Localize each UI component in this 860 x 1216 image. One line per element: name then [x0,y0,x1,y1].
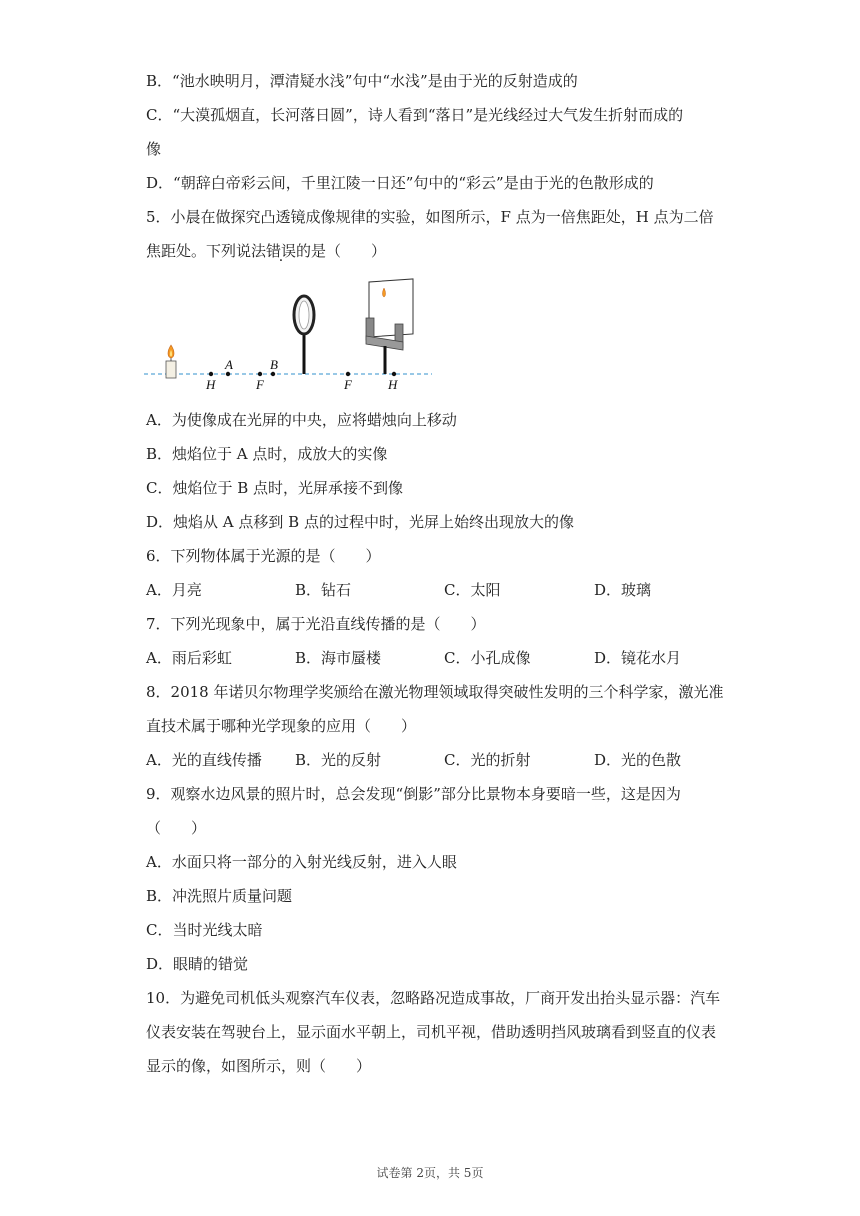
q7-option-c: C．小孔成像 [444,649,531,667]
label-a: A [225,357,233,372]
label-b: B [270,357,278,372]
label-f-right: F [344,377,352,392]
q7-stem: 7．下列光现象中，属于光沿直线传播的是（ ） [146,615,486,633]
q4-option-c-line2: 像 [146,140,162,158]
q10-stem-line3: 显示的像，如图所示，则（ ） [146,1057,372,1075]
q5-option-d: D．烛焰从 A 点移到 B 点的过程中时，光屏上始终出现放大的像 [146,513,574,531]
q4-option-c-line1: C．“大漠孤烟直，长河落日圆”，诗人看到“落日”是光线经过大气发生折射而成的 [146,106,684,124]
page-footer: 试卷第 2页，共 5页 [376,1166,484,1180]
q6-option-a: A．月亮 [146,581,202,599]
q8-option-a: A．光的直线传播 [146,751,262,769]
optical-bench-figure [140,272,440,397]
q5-emphasis-word: 错误 [266,242,297,260]
q6-option-d: D．玻璃 [594,581,652,599]
q9-option-c: C．当时光线太暗 [146,921,263,939]
q5-stem-line2 [146,241,386,261]
point-f-right [346,372,350,376]
q4-option-d: D．“朝辞白帝彩云间，千里江陵一日还”句中的“彩云”是由于光的色散形成的 [146,174,654,192]
q8-option-d: D．光的色散 [594,751,682,769]
q5-option-b: B．烛焰位于 A 点时，成放大的实像 [146,445,388,463]
q9-stem-line1: 9．观察水边风景的照片时，总会发现“倒影”部分比景物本身要暗一些，这是因为 [146,785,681,803]
point-h-right [392,372,396,376]
point-b [271,372,275,376]
q5-option-c: C．烛焰位于 B 点时，光屏承接不到像 [146,479,404,497]
q5-option-a: A．为使像成在光屏的中央，应将蜡烛向上移动 [146,411,457,429]
q7-option-b: B．海市蜃楼 [295,649,382,667]
q7-option-a: A．雨后彩虹 [146,649,232,667]
q9-option-a: A．水面只将一部分的入射光线反射，进入人眼 [146,853,457,871]
q9-stem-line2: （ ） [146,819,207,837]
label-f-left: F [256,377,264,392]
q6-option-b: B．钻石 [295,581,352,599]
q8-option-c: C．光的折射 [444,751,531,769]
point-h-left [209,372,213,376]
q6-stem: 6．下列物体属于光源的是（ ） [146,547,381,565]
q6-option-c: C．太阳 [444,581,501,599]
q10-stem-line1: 10．为避免司机低头观察汽车仪表，忽略路况造成事故，厂商开发出抬头显示器：汽车 [146,989,721,1007]
label-h-right: H [388,377,398,392]
light-screen-icon [366,279,413,374]
q5-stem-part1: 焦距处。下列说法 [146,242,267,260]
q9-option-d: D．眼睛的错觉 [146,955,249,973]
q8-stem-line1: 8．2018 年诺贝尔物理学奖颁给在激光物理领域取得突破性发明的三个科学家，激光准 [146,683,724,701]
q10-stem-line2: 仪表安装在驾驶台上，显示面水平朝上，司机平视，借助透明挡风玻璃看到竖直的仪表 [146,1023,717,1041]
q5-stem-part2: 的是（ ） [296,242,387,260]
q7-option-d: D．镜花水月 [594,649,682,667]
convex-lens-icon [294,296,314,374]
q4-option-b: B．“池水映明月，潭清疑水浅”句中“水浅”是由于光的反射造成的 [146,72,578,90]
point-a [226,372,230,376]
q8-option-b: B．光的反射 [295,751,382,769]
q8-stem-line2: 直技术属于哪种光学现象的应用（ ） [146,717,417,735]
q9-option-b: B．冲洗照片质量问题 [146,887,293,905]
q5-stem-line1: 5．小晨在做探究凸透镜成像规律的实验，如图所示，F 点为一倍焦距处，H 点为二倍 [146,208,714,226]
point-f-left [258,372,262,376]
candle-icon [166,345,176,378]
label-h-left: H [206,377,216,392]
